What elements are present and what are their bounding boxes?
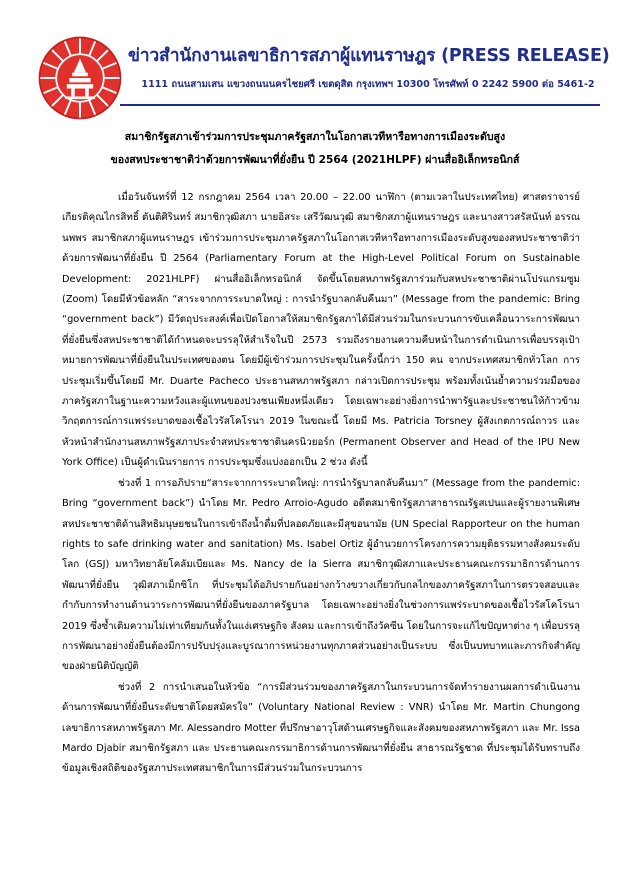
parliament-emblem-logo xyxy=(36,34,124,122)
headline-line-2: ของสหประชาชาติว่าด้วยการพัฒนาที่ยั่งยืน ปี 2564 (2021HLPF) ผ่านสื่ออิเล็กทรอนิกส์ xyxy=(110,154,520,166)
contact-address: 1111 ถนนสามเสน แขวงถนนนครไชยศรี เขตดุสิต กรุงเทพฯ 10300 โทรศัพท์ 0 2242 5900 ต่อ 5461-2 xyxy=(141,79,595,90)
article-body xyxy=(62,188,580,780)
press-release-title: ข่าวสำนักงานเลขาธิการสภาผู้แทนราษฎร (PRESS RELEASE) xyxy=(128,46,610,66)
paragraph-intro: เมื่อวันจันทร์ที่ 12 กรกฎาคม 2564 เวลา 20.00 – 22.00 นาฬิกา (ตามเวลาในประเทศไทย) ศาสตราจารย์เกียรติคุณไกรสิทธิ์ ตันติศิรินทร์ สมาชิกวุฒิสภา นายอิสระ เสรีวัฒนวุฒิ สมาชิกสภาผู้แทนราษฎร และนางสาวสรัสนันท์ อรรณนพพร สมาชิกสภาผู้แทนราษฎร เข้าร่วมการประชุมภาครัฐสภาในโอกาสเวทีหารือทางการเมืองระดับสูงของสหประชาชาติว่าด้วยการพัฒนาที่ยั่งยืน ปี 2564 (Parliamentary Forum at the High-Level Political Forum on Sustainable Development: 2021HLPF) ผ่านสื่ออิเล็กทรอนิกส์ จัดขึ้นโดยสหภาพรัฐสภาร่วมกับสหประชาชาติผ่านโปรแกรมซูม (Zoom) โดยมีหัวข้อหลัก “สาระจากการระบาดใหญ่ : การนำรัฐบาลกลับคืนมา” (Message from the pandemic: Bring “government back”) มีวัตถุประสงค์เพื่อเปิดโอกาสให้สมาชิกรัฐสภาได้มีส่วนร่วมในกระบวนการขับเคลื่อนวาระการพัฒนาที่ยั่งยืนซึ่งสหประชาชาติได้กำหนดจะบรรลุให้สำเร็จในปี 2573 รวมถึงรายงานความคืบหน้าในการดำเนินการเพื่อบรรลุเป้าหมายการพัฒนาที่ยั่งยืนในประเทศของตน โดยมีผู้เข้าร่วมการประชุมในครั้งนี้กว่า 150 คน จากประเทศสมาชิกทั่วโลก การประชุมเริ่มขึ้นโดยมี Mr. Duarte Pacheco ประธานสหภาพรัฐสภา กล่าวเปิดการประชุม พร้อมทั้งเน้นย้ำความร่วมมือของภาครัฐสภาในฐานะความหวังและผู้แทนของปวงชนเพียงหนึ่งเดียว โดยเฉพาะอย่างยิ่งการนำพารัฐและประชาชนให้ก้าวข้ามวิกฤตการณ์การแพร่ระบาดของเชื้อไวรัสโคโรนา 2019 ในขณะนี้ โดยมี Ms. Patricia Torsney ผู้สังเกตการณ์ถาวร และหัวหน้าสำนักงานสหภาพรัฐสภาประจำสหประชาชาตินครนิวยอร์ก (Permanent Observer and Head of the IPU New York Office) เป็นผู้ดำเนินรายการ การประชุมซึ่งแบ่งออกเป็น 2 ช่วง ดังนี้ xyxy=(62,192,580,469)
news-headline xyxy=(40,126,590,172)
headline-line-1: สมาชิกรัฐสภาเข้าร่วมการประชุมภาครัฐสภาในโอกาสเวทีหารือทางการเมืองระดับสูง xyxy=(124,131,506,143)
paragraph-session-1: ช่วงที่ 1 การอภิปราย“สาระจากการระบาดใหญ่: การนำรัฐบาลกลับคืนมา” (Message from the pandemic: Bring “government back”) นำโดย Mr. Pedro Arroio-Agudo อดีตสมาชิกรัฐสภาสาธารณรัฐสเปนและผู้รายงานพิเศษสหประชาชาติด้านสิทธิมนุษยชนในการเข้าถึงน้ำดื่มที่ปลอดภัยและมีสุขอนามัย (UN Special Rapporteur on the human rights to safe drinking water and sanitation) Ms. Isabel Ortiz ผู้อำนวยการโครงการความยุติธรรมทางสังคมระดับโลก (GSJ) มหาวิทยาลัยโคลัมเบียและ Ms. Nancy de la Sierra สมาชิกวุฒิสภาและประธานคณะกรรมาธิการด้านการพัฒนาที่ยั่งยืน วุฒิสภาเม็กซิโก ที่ประชุมได้อภิปรายกันอย่างกว้างขวางเกี่ยวกับกลไกของภาครัฐสภาในการตรวจสอบและกำกับการทำงานด้านวาระการพัฒนาที่ยั่งยืนของภาครัฐบาล โดยเฉพาะอย่างยิ่งในช่วงการแพร่ระบาดของเชื้อไวรัสโคโรนา 2019 ซึ่งซ้ำเติมความไม่เท่าเทียมกันทั้งในแง่เศรษฐกิจ สังคม และการเข้าถึงวัคซีน โดยในการจะแก้ไขปัญหาต่าง ๆ เพื่อบรรลุการพัฒนาอย่างยั่งยืนต้องมีการปรับปรุงและบูรณาการหน่วยงานทุกภาคส่วนอย่างเป็นระบบ ซึ่งเป็นบทบาทและภารกิจสำคัญของฝ่ายนิติบัญญัติ xyxy=(62,477,580,673)
paragraph-session-2: ช่วงที่ 2 การนำเสนอในหัวข้อ “การมีส่วนร่วมของภาครัฐสภาในกระบวนการจัดทำรายงานผลการดำเนินงานด้านการพัฒนาที่ยั่งยืนระดับชาติโดยสมัครใจ” (Voluntary National Review : VNR) นำโดย Mr. Martin Chungong เลขาธิการสหภาพรัฐสภา Mr. Alessandro Motter ที่ปรึกษาอาวุโสด้านเศรษฐกิจและสังคมของสหภาพรัฐสภา และ Mr. Issa Mardo Djabir สมาชิกรัฐสภา และ ประธานคณะกรรมาธิการด้านการพัฒนาที่ยั่งยืน สาธารณรัฐชาด ที่ประชุมได้รับทราบถึงข้อมูลเชิงสถิติของรัฐสภาประเทศสมาชิกในการมีส่วนร่วมในกระบวนการ xyxy=(62,681,580,775)
header-divider xyxy=(120,104,600,106)
